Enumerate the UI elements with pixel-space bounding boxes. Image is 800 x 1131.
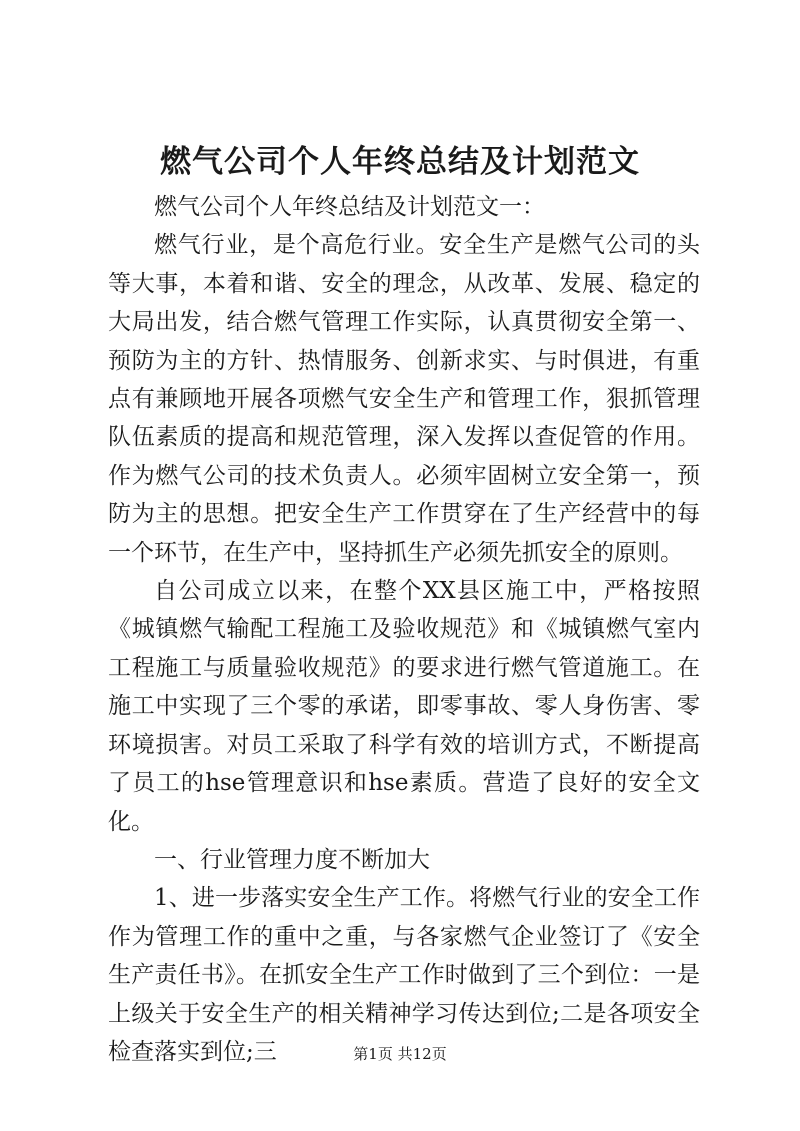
paragraph-safety: 燃气行业，是个高危行业。安全生产是燃气公司的头等大事，本着和谐、安全的理念，从改革、发展、稳定的大局出发，结合燃气管理工作实际，认真贯彻安全第一、预防为主的方针、热情服务、创新求实、与时俱进，有重点有兼顾地开展各项燃气安全生产和管理工作，狠抓管理队伍素质的提高和规范管理，深入发挥以查促管的作用。作为燃气公司的技术负责人。必须牢固树立安全第一，预防为主的思想。把安全生产工作贯穿在了生产经营中的每一个环节，在生产中，坚持抓生产必须先抓安全的原则。 — [108, 232, 700, 566]
document-title: 燃气公司个人年终总结及计划范文 — [160, 144, 640, 180]
document-body — [108, 188, 700, 1071]
page-footer: 第1页 共12页 — [353, 1045, 447, 1063]
section-heading: 一、行业管理力度不断加大 — [154, 846, 430, 873]
paragraph-item-1: 1、进一步落实安全生产工作。将燃气行业的安全工作作为管理工作的重中之重，与各家燃气企业签订了《安全生产责任书》。在抓安全生产工作时做到了三个到位：一是上级关于安全生产的相关精神学习传达到位;二是各项安全检查落实到位;三 — [108, 885, 700, 1065]
paragraph-construction: 自公司成立以来，在整个XX县区施工中，严格按照《城镇燃气输配工程施工及验收规范》和《城镇燃气室内工程施工与质量验收规范》的要求进行燃气管道施工。在施工中实现了三个零的承诺，即零事故、零人身伤害、零环境损害。对员工采取了科学有效的培训方式，不断提高了员工的hse管理意识和hse素质。营造了良好的安全文化。 — [108, 578, 700, 835]
paragraph-intro: 燃气公司个人年终总结及计划范文一： — [154, 194, 545, 220]
